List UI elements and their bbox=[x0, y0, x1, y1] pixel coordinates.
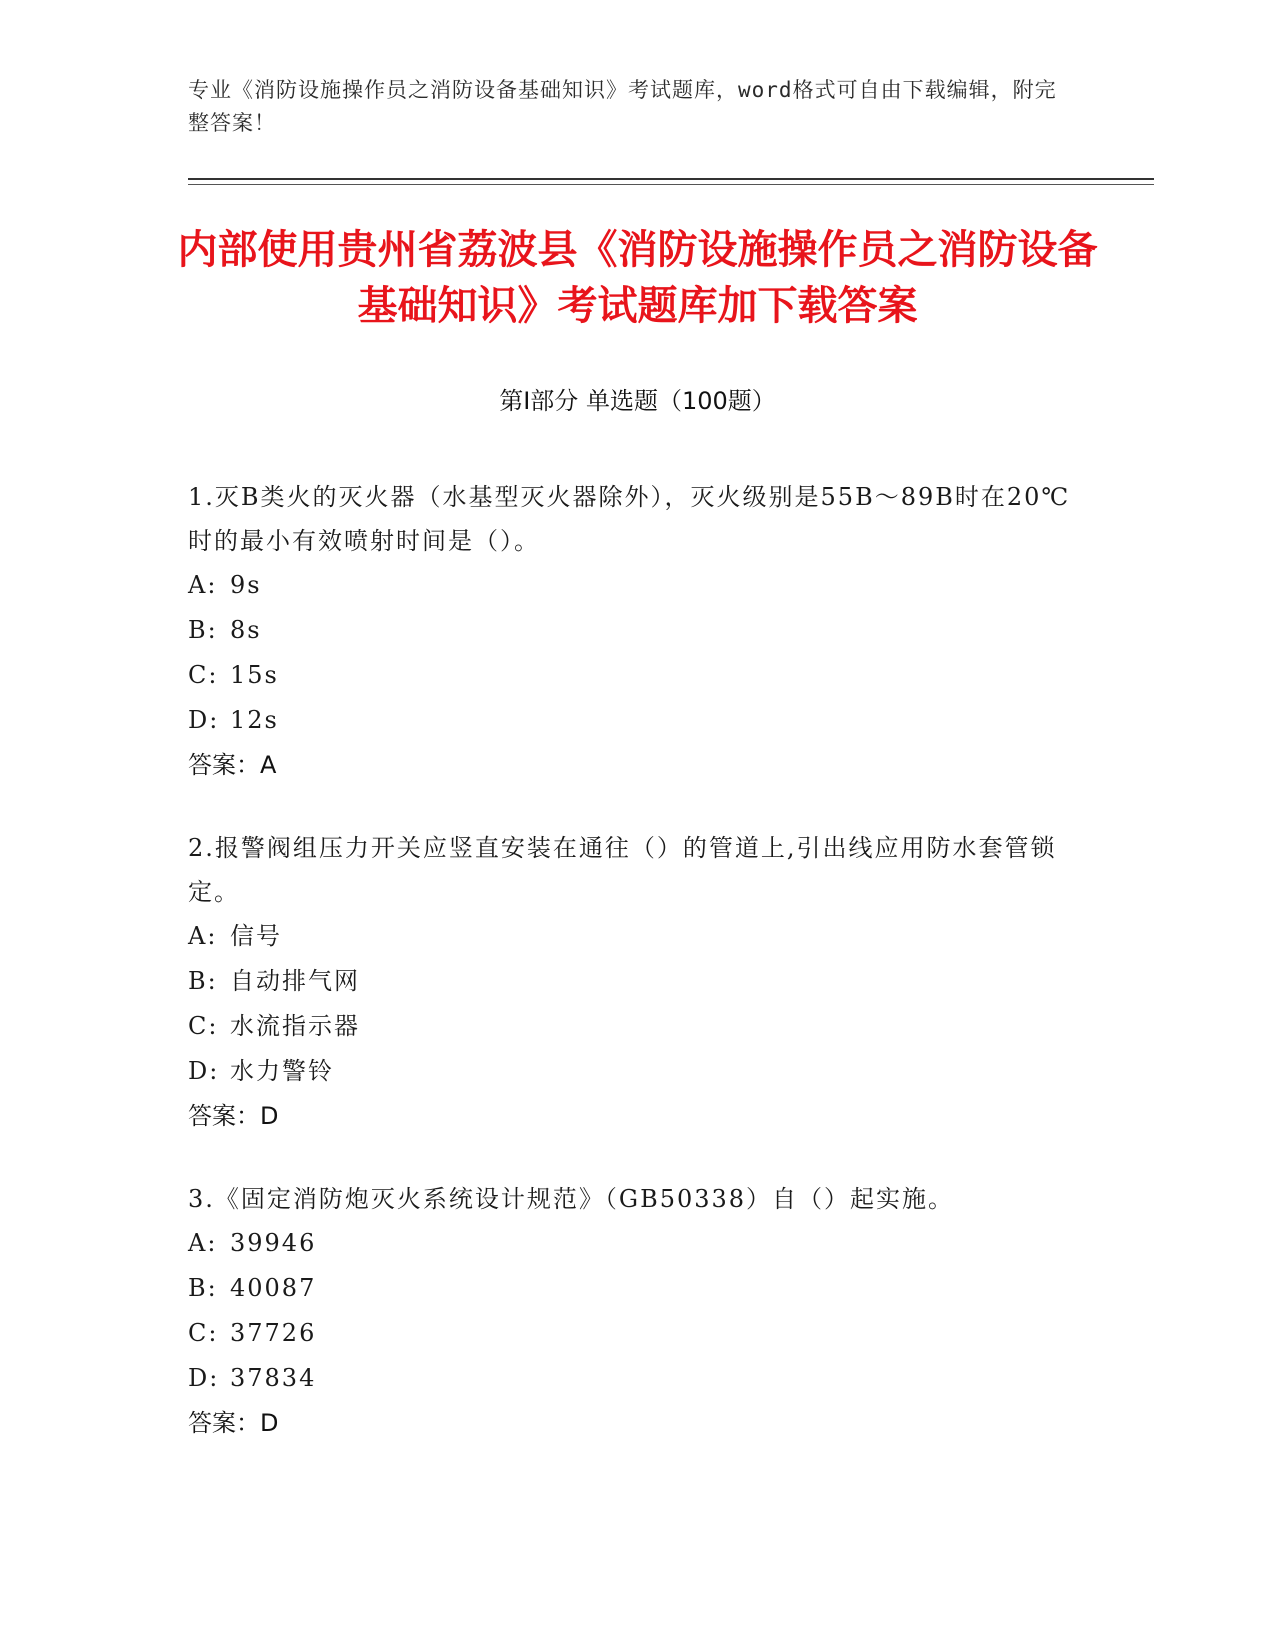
option-d bbox=[188, 1356, 1078, 1401]
option-key: D: bbox=[188, 706, 220, 734]
option-text: 37726 bbox=[230, 1319, 317, 1347]
answer-line: 答案：D bbox=[188, 1409, 279, 1437]
option-c bbox=[188, 1311, 1078, 1356]
header-divider-thin bbox=[188, 184, 1154, 185]
option-key: A: bbox=[188, 922, 218, 950]
option-key: B: bbox=[188, 1274, 218, 1302]
question-2 bbox=[188, 826, 1078, 1139]
option-text: 12s bbox=[230, 706, 279, 734]
question-stem: 3.《固定消防炮灭火系统设计规范》（GB50338）自（）起实施。 bbox=[188, 1185, 955, 1213]
question-3 bbox=[188, 1177, 1078, 1446]
option-text: 水流指示器 bbox=[230, 1012, 360, 1040]
option-b bbox=[188, 608, 1078, 653]
header-divider-thick bbox=[188, 178, 1154, 180]
option-key: B: bbox=[188, 616, 218, 644]
question-stem: 2.报警阀组压力开关应竖直安装在通往（）的管道上,引出线应用防水套管锁定。 bbox=[188, 834, 1057, 906]
document-title: 内部使用贵州省荔波县《消防设施操作员之消防设备基础知识》考试题库加下载答案 bbox=[177, 227, 1098, 329]
question-stem: 1.灭B类火的灭火器（水基型灭火器除外），灭火级别是55B～89B时在20℃时的最小有效喷射时间是（）。 bbox=[188, 483, 1071, 555]
option-text: 40087 bbox=[230, 1274, 317, 1302]
option-text: 9s bbox=[230, 571, 262, 599]
answer-line: 答案：A bbox=[188, 751, 277, 779]
option-key: D: bbox=[188, 1057, 220, 1085]
option-key: A: bbox=[188, 1229, 218, 1257]
option-a bbox=[188, 1221, 1078, 1266]
question-list bbox=[188, 475, 1078, 1484]
option-key: C: bbox=[188, 1012, 219, 1040]
answer-line: 答案：D bbox=[188, 1102, 279, 1130]
option-text: 自动排气网 bbox=[230, 967, 360, 995]
header-note: 专业《消防设施操作员之消防设备基础知识》考试题库，word格式可自由下载编辑，附完整答案！ bbox=[188, 78, 1057, 135]
option-text: 37834 bbox=[230, 1364, 317, 1392]
option-c bbox=[188, 653, 1078, 698]
option-key: A: bbox=[188, 571, 218, 599]
option-text: 39946 bbox=[230, 1229, 317, 1257]
option-key: C: bbox=[188, 1319, 219, 1347]
option-b bbox=[188, 1266, 1078, 1311]
option-b bbox=[188, 959, 1078, 1004]
option-d bbox=[188, 698, 1078, 743]
option-text: 8s bbox=[230, 616, 262, 644]
section-title: 第Ⅰ部分 单选题（100题） bbox=[499, 387, 776, 415]
option-text: 15s bbox=[230, 661, 279, 689]
option-text: 信号 bbox=[230, 922, 282, 950]
option-text: 水力警铃 bbox=[230, 1057, 334, 1085]
option-d bbox=[188, 1049, 1078, 1094]
option-c bbox=[188, 1004, 1078, 1049]
option-key: C: bbox=[188, 661, 219, 689]
option-a bbox=[188, 563, 1078, 608]
question-1 bbox=[188, 475, 1078, 788]
option-key: D: bbox=[188, 1364, 220, 1392]
option-a bbox=[188, 914, 1078, 959]
option-key: B: bbox=[188, 967, 218, 995]
